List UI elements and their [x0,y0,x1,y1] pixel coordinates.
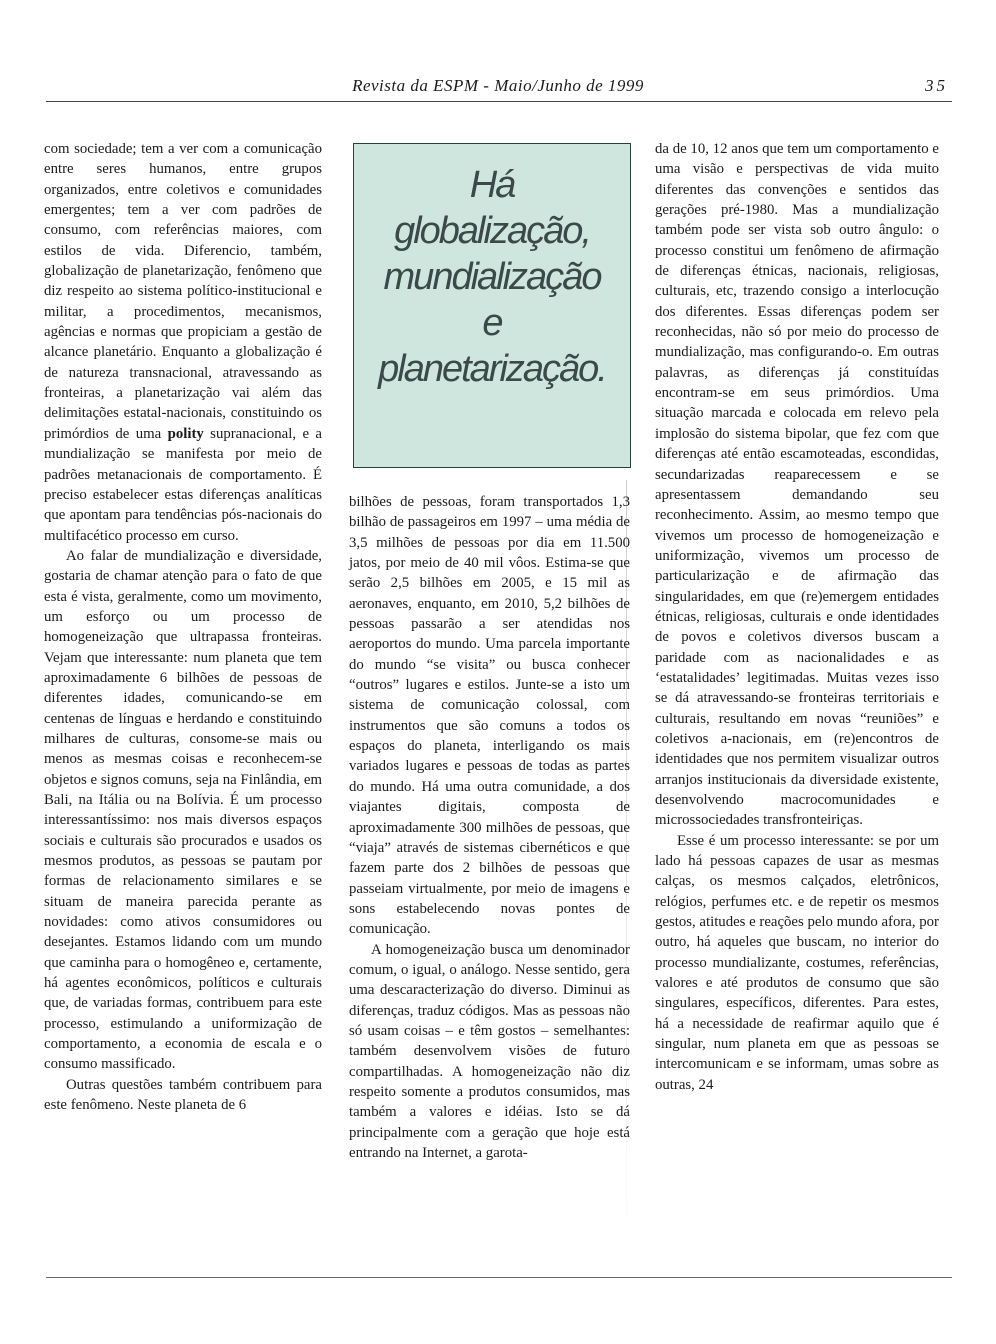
bold-term: polity [167,425,204,442]
paragraph: bilhões de pessoas, foram transportados 1,3 bilhão de passageiros em 1997 – uma média de 3,5 milhões de pessoas por dia em 11.500 jatos, por meio de 40 mil vôos. Estima-se que serão 2,5 bilhões em 2005, e 15 mil as aeronaves, enquanto, em 2010, 5,2 bilhões de pessoas passarão a ser atendidas nos aeroportos do mundo. Uma parcela importante do mundo “se visita” ou busca conhecer “outros” lugares e estilos. Junte-se a isto um sistema de comunicação colossal, com instrumentos que são comuns a todos os espaços do planeta, interligando os mais variados lugares e pessoas de todas as partes do mundo. Há uma outra comunidade, a dos viajantes digitais, composta de aproximadamente 300 milhões de pessoas, que “viaja” através de sistemas cibernéticos e que fazem parte dos 2 bilhões de pessoas que passeiam virtualmente, por meio de imagens e sons estabelecendo novas pontes de comunicação. [349,494,630,938]
running-header-title: Revista da ESPM - Maio/Junho de 1999 [352,76,644,95]
paragraph: Outras questões também contribuem para este fenômeno. Neste planeta de 6 [44,1076,322,1114]
paragraph: da de 10, 12 anos que tem um comportamento e uma visão e perspectivas de vida muito diferentes das convenções e sentidos das gerações pré-1980. Mas a mundialização também pode ser vista sob outro ângulo: o processo constitui um fenômeno de afirmação de diferenças étnicas, nacionais, religiosas, culturais, etc, trazendo consigo a interlocução dos diferentes. Essas diferenças podem ser reconhecidas, não só por meio do processo de mundialização, mas configurando-o. Em outras palavras, as diferenças já constituídas encontram-se em seus primórdios. Uma situação marcada e colocada em relevo pela implosão do sistema bipolar, que fez com que diferenças até então escamoteadas, escondidas, secundarizadas reaparecessem e se apresentassem demandando seu reconhecimento. Assim, ao mesmo tempo que vivemos um processo de homogeneização e uniformização, vivemos um processo de particularização e de afirmação das singularidades, em que (re)emergem entidades étnicas, religiosas, culturais e onde identidades de povos e coletivos diversos buscam a paridade com as nacionalidades e as ‘estatalidades’ legitimadas. Muitas vezes isso se dá atravessando-se fronteiras territoriais e culturais, resultando em novas “reuniões” e coletivos a-nacionais, em (re)encontros de identidades que nos permitem visualizar outros arranjos institucionais da diversidade existente, desenvolvendo macrocomunidades e microssociedades transfronteiriças. [655,141,939,829]
paragraph-text: com sociedade; tem a ver com a comunicação entre seres humanos, entre grupos organizados, entre coletivos e comunidades emergentes; tem a ver com padrões de consumo, com referências maiores, com estilos de vida. Diferencio, também, globalização de planetarização, fenômeno que diz respeito ao sistema político-institucional e militar, a procedimentos, mecanismos, agências e normas que propiciam a gestão de alcance planetário. Enquanto a globalização é de natureza transnacional, atravessando as fronteiras, a planetarização vai além das delimitações estatal-nacionais, constituindo os primórdios de uma [44,141,322,442]
paragraph-text: supranacional, e a mundialização se manifesta por meio de padrões metanacionais de comportamento. É preciso estabelecer estas diferenças analíticas que apontam para tendências pós-nacionais do multifacético processo em curso. [44,425,322,544]
text-column-1 [44,139,322,1116]
header-rule [46,101,952,102]
pull-quote-text: Há globalização, mundialização e planetarização. [378,164,606,390]
text-column-2 [349,492,630,1163]
paragraph: A homogeneização busca um denominador comum, o igual, o análogo. Nesse sentido, gera uma descaracterização do diverso. Diminui as diferenças, traduz códigos. Mas as pessoas não só usam coisas – e têm gostos – semelhantes: também desenvolvem visões de futuro compartilhadas. A homogeneização não diz respeito somente a produtos consumidos, mas também a valores e idéias. Isto se dá principalmente com a geração que hoje está entrando na Internet, a garota- [349,941,630,1161]
page-number: 35 [925,76,948,95]
paragraph [44,139,322,546]
text-column-3 [655,139,939,1095]
paragraph: Ao falar de mundialização e diversidade, gostaria de chamar atenção para o fato de que esta é vista, geralmente, como um movimento, um esforço ou um processo de homogeneização que ultrapassa fronteiras. Vejam que interessante: num planeta que tem aproximadamente 6 bilhões de pessoas de diferentes idades, comunicando-se em centenas de línguas e herdando e constituindo milhares de culturas, consome-se mais ou menos as mesmas coisas e reconhecem-se objetos e signos comuns, seja na Finlândia, em Bali, na Itália ou na Bolívia. É um processo interessantíssimo: nos mais diversos espaços sociais e culturais são procurados e usados os mesmos produtos, as pessoas se pautam por formas de relacionamento similares e se situam de maneira parecida perante as novidades: como ativos consumidores ou desejantes. Estamos lidando com um mundo que caminha para o homogêneo e, certamente, há agentes econômicos, políticos e culturais que, de variadas formas, contribuem para este processo, estimulando a uniformização de comportamento, a economia de escala e o consumo massificado. [44,547,322,1073]
paragraph: Esse é um processo interessante: se por um lado há pessoas capazes de usar as mesmas calças, os mesmos calçados, eletrônicos, relógios, perfumes etc. e de repetir os mesmos gestos, atitudes e reações pelo mundo afora, por outro, há aqueles que buscam, no interior do processo mundializante, costumes, referências, valores e até produtos de consumo que são singulares, específicos, diferentes. Para estes, há a necessidade de reafirmar aquilo que é singular, num planeta em que as pessoas se intercomunicam e se informam, umas sobre as outras, 24 [655,832,939,1093]
footer-rule [46,1277,952,1278]
pull-quote-box [353,143,631,468]
